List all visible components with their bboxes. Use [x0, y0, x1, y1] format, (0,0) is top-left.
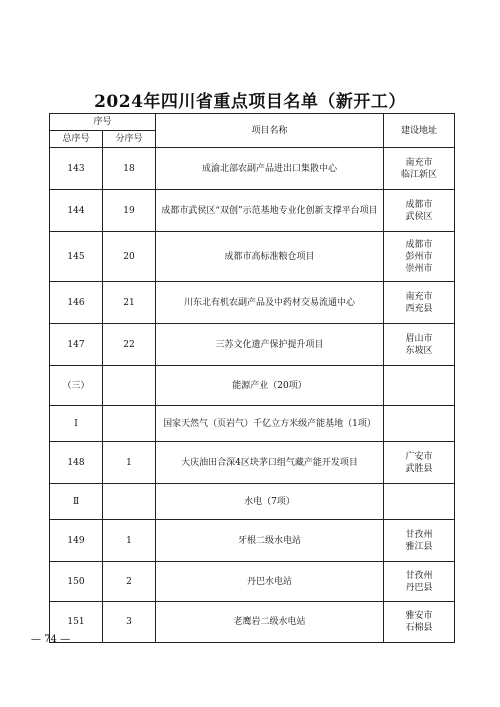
sub-no-cell: 3 [103, 602, 156, 643]
sub-no-cell [103, 406, 156, 442]
sub-no-cell: 21 [103, 282, 156, 324]
sub-no-cell: 18 [103, 148, 156, 190]
total-no-cell: Ⅰ [50, 406, 103, 442]
sub-no-cell: 1 [103, 442, 156, 484]
total-no-cell: 151 [50, 602, 103, 643]
location-line: 石棉县 [405, 623, 433, 633]
header-total-no: 总序号 [50, 131, 103, 148]
location-line: 甘孜州 [405, 570, 433, 581]
sub-no-cell [103, 366, 156, 406]
location-line: 临江新区 [401, 169, 438, 180]
location-line: 南充市 [405, 157, 433, 168]
total-no-cell: 149 [50, 520, 103, 562]
project-name-cell: 国家天然气（页岩气）千亿立方米级产能基地（1项） [156, 406, 384, 442]
header-project-name: 项目名称 [156, 114, 384, 148]
total-no-cell: 144 [50, 190, 103, 232]
total-no-cell: 143 [50, 148, 103, 190]
total-no-cell: 147 [50, 324, 103, 366]
location-line: 武侯区 [405, 211, 433, 222]
table-row [50, 148, 455, 190]
location-cell [384, 366, 455, 406]
total-no-cell: 148 [50, 442, 103, 484]
location-line: 眉山市 [405, 333, 433, 344]
table-row [50, 602, 455, 643]
document-title: 2024年四川省重点项目名单（新开工） [94, 92, 406, 112]
location-cell [384, 324, 455, 366]
location-cell [384, 232, 455, 282]
location-line: 东坡区 [405, 345, 433, 356]
location-line: 武胜县 [405, 463, 433, 474]
location-line: 彭州市 [405, 251, 433, 262]
table-row [50, 232, 455, 282]
location-line: 雅江县 [405, 541, 433, 552]
project-table [49, 113, 455, 643]
location-cell [384, 190, 455, 232]
page-number: — 74 — [31, 634, 71, 645]
table-row [50, 324, 455, 366]
location-cell [384, 484, 455, 520]
location-line: 南充市 [405, 291, 433, 302]
location-cell [384, 562, 455, 602]
location-cell [384, 442, 455, 484]
location-line: 雅安市 [405, 611, 433, 621]
table-row [50, 520, 455, 562]
project-name-cell: 成渝北部农副产品进出口集散中心 [156, 148, 384, 190]
project-name-cell: 丹巴水电站 [156, 562, 384, 602]
project-name-cell: 川东北有机农副产品及中药材交易流通中心 [156, 282, 384, 324]
header-sub-no: 分序号 [103, 131, 156, 148]
location-cell [384, 282, 455, 324]
table-row [50, 484, 455, 520]
sub-no-cell: 1 [103, 520, 156, 562]
project-name-cell: 成都市武侯区“双创”示范基地专业化创新支撑平台项目 [156, 190, 384, 232]
location-cell [384, 406, 455, 442]
sub-no-cell: 2 [103, 562, 156, 602]
project-name-cell: 老鹰岩二级水电站 [156, 602, 384, 643]
project-name-cell: 水电（7项） [156, 484, 384, 520]
header-location: 建设地址 [384, 114, 455, 148]
header-seq-group: 序号 [50, 114, 156, 131]
location-line: 崇州市 [405, 263, 433, 274]
location-line: 丹巴县 [405, 582, 433, 593]
location-cell [384, 520, 455, 562]
table-row [50, 442, 455, 484]
project-name-cell: 三苏文化遗产保护提升项目 [156, 324, 384, 366]
total-no-cell: 145 [50, 232, 103, 282]
sub-no-cell: 20 [103, 232, 156, 282]
table-row [50, 190, 455, 232]
header-row-top [50, 114, 455, 131]
project-name-cell: 牙根二级水电站 [156, 520, 384, 562]
location-line: 成都市 [405, 239, 433, 250]
table-row [50, 562, 455, 602]
table-row [50, 282, 455, 324]
location-line: 西充县 [405, 303, 433, 314]
sub-no-cell [103, 484, 156, 520]
sub-no-cell: 19 [103, 190, 156, 232]
location-line: 广安市 [405, 451, 433, 462]
table-row [50, 406, 455, 442]
table-row [50, 366, 455, 406]
project-name-cell: 能源产业（20项） [156, 366, 384, 406]
total-no-cell: 146 [50, 282, 103, 324]
location-line: 甘孜州 [405, 529, 433, 540]
total-no-cell: Ⅱ [50, 484, 103, 520]
location-line: 成都市 [405, 199, 433, 210]
total-no-cell: 150 [50, 562, 103, 602]
sub-no-cell: 22 [103, 324, 156, 366]
location-cell [384, 602, 455, 643]
location-cell [384, 148, 455, 190]
project-name-cell: 成都市高标准粮仓项目 [156, 232, 384, 282]
table-body [50, 148, 455, 643]
project-name-cell: 大庆油田合深4区块茅口组气藏产能开发项目 [156, 442, 384, 484]
total-no-cell: （三） [50, 366, 103, 406]
